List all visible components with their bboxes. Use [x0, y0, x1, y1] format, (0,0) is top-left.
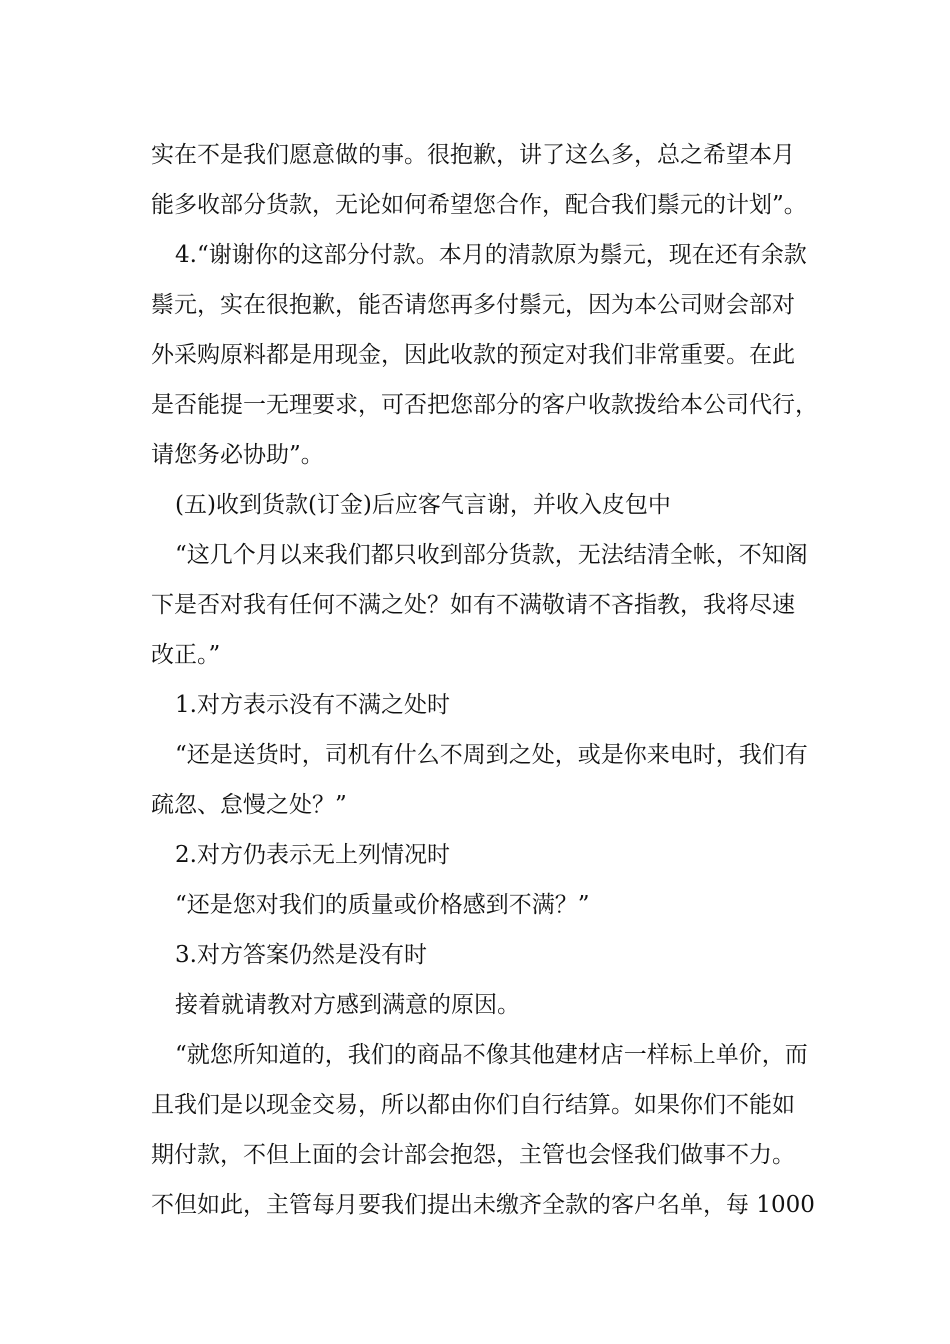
text-line: 接着就请教对方感到满意的原因。 — [175, 992, 520, 1018]
list-item-heading: 1.对方表示没有不满之处时 — [175, 692, 450, 718]
body-text — [151, 130, 863, 1230]
text-line: 不但如此，主管每月要我们提出未缴齐全款的客户名单，每 1000 — [151, 1192, 815, 1218]
text-line: 4.“谢谢你的这部分付款。本月的清款原为鬃元，现在还有余款 — [175, 242, 807, 268]
text-line: 是否能提一无理要求，可否把您部分的客户收款拨给本公司代行， — [151, 392, 818, 418]
text-line: 期付款，不但上面的会计部会抱怨，主管也会怪我们做事不力。 — [151, 1142, 795, 1168]
text-line: “还是送货时，司机有什么不周到之处，或是你来电时，我们有 — [175, 742, 808, 768]
text-line: “还是您对我们的质量或价格感到不满？” — [175, 892, 590, 918]
text-line: “这几个月以来我们都只收到部分货款，无法结清全帐，不知阁 — [175, 542, 808, 568]
text-line: 下是否对我有任何不满之处？如有不满敬请不吝指教，我将尽速 — [151, 592, 795, 618]
list-item-heading: 2.对方仍表示无上列情况时 — [175, 842, 450, 868]
text-line: 外采购原料都是用现金，因此收款的预定对我们非常重要。在此 — [151, 342, 795, 368]
section-heading: (五)收到货款(订金)后应客气言谢，并收入皮包中 — [175, 492, 671, 518]
text-line: 请您务必协助”。 — [151, 442, 324, 468]
text-line: 且我们是以现金交易，所以都由你们自行结算。如果你们不能如 — [151, 1092, 795, 1118]
list-item-heading: 3.对方答案仍然是没有时 — [175, 942, 427, 968]
text-line: 疏忽、怠慢之处？” — [151, 792, 347, 818]
text-line: “就您所知道的，我们的商品不像其他建材店一样标上单价，而 — [175, 1042, 808, 1068]
text-line: 鬃元，实在很抱歉，能否请您再多付鬃元，因为本公司财会部对 — [151, 292, 795, 318]
text-line: 能多收部分货款，无论如何希望您合作，配合我们鬃元的计划”。 — [151, 192, 807, 218]
text-line: 实在不是我们愿意做的事。很抱歉，讲了这么多，总之希望本月 — [151, 142, 795, 168]
text-line: 改正。” — [151, 642, 221, 668]
